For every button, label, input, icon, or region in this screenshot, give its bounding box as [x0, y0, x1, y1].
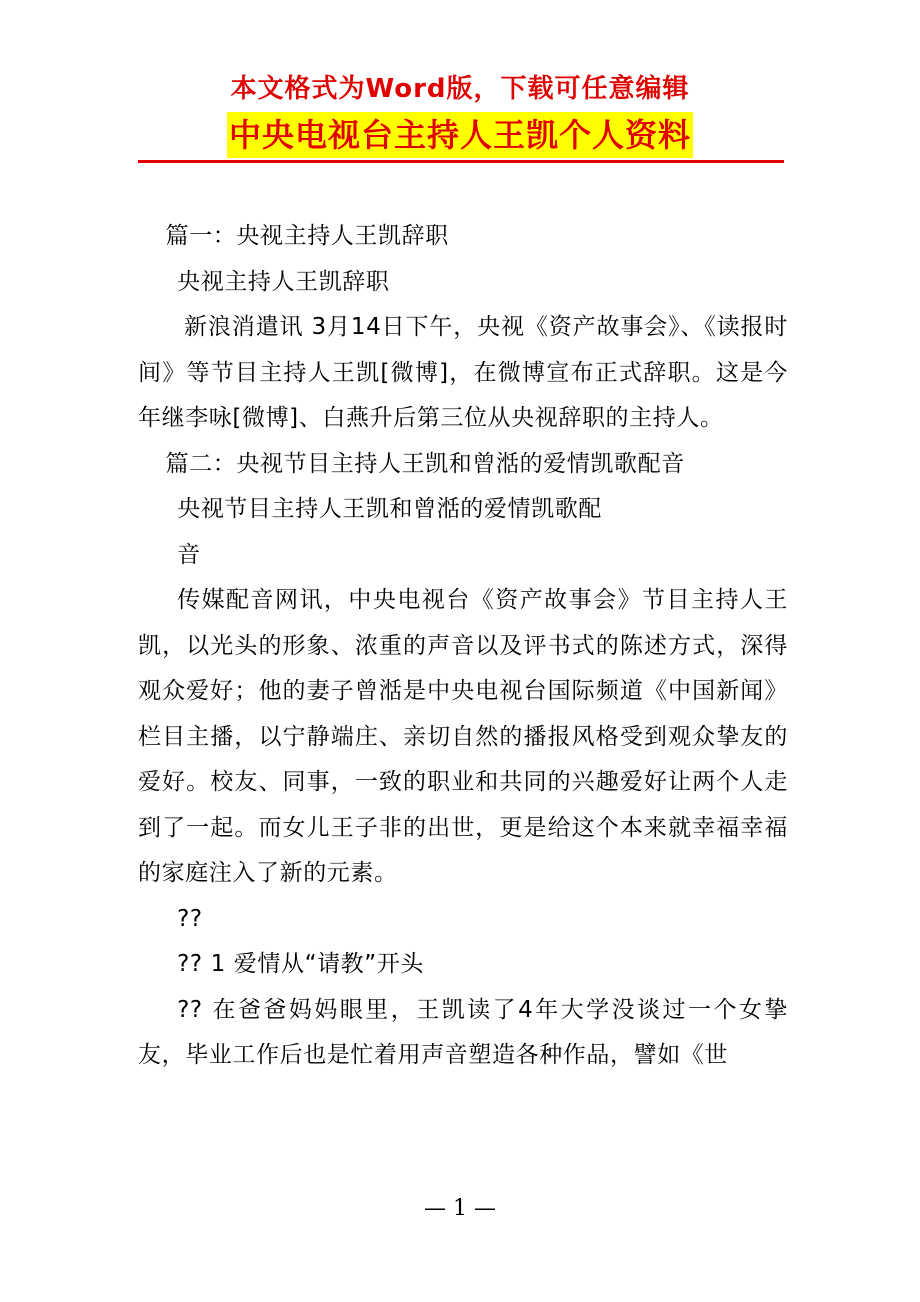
document-body — [138, 214, 788, 1079]
document-title: 中央电视台主持人王凯个人资料 — [227, 112, 693, 158]
paragraph-placeholder: ?? — [177, 905, 203, 932]
section-heading-1: 篇一：央视主持人王凯辞职 — [165, 223, 449, 249]
article-title-1: 央视主持人王凯辞职 — [177, 268, 390, 295]
paragraph-1: 新浪消遣讯 3月14日下午，央视《资产故事会》、《读报时间》等节目主持人王凯[微博]，在微博宣布正式辞职。这是今年继李咏[微博]、白燕升后第三位从央视辞职的主持人。 — [138, 314, 788, 431]
article-title-2-continued: 音 — [177, 541, 201, 568]
subsection-heading: ?? 1 爱情从“请教”开头 — [177, 951, 424, 977]
title-wrap — [0, 112, 920, 158]
paragraph-3: ?? 在爸爸妈妈眼里，王凯读了4年大学没谈过一个女挚友，毕业工作后也是忙着用声音塑造各种作品，譬如《世 — [138, 996, 788, 1068]
article-title-2: 央视节目主持人王凯和曾湉的爱情凯歌配 — [177, 496, 602, 522]
title-divider — [138, 160, 784, 163]
paragraph-2: 传媒配音网讯，中央电视台《资产故事会》节目主持人王凯，以光头的形象、浓重的声音以及评书式的陈述方式，深得观众爱好；他的妻子曾湉是中央电视台国际频道《中国新闻》栏目主播，以宁静端庄、亲切自然的播报风格受到观众挚友的爱好。校友、同事，一致的职业和共同的兴趣爱好让两个人走到了一起。而女儿王子非的出世，更是给这个本来就幸福幸福的家庭注入了新的元素。 — [138, 587, 788, 886]
page-number: — 1 — — [424, 1196, 496, 1221]
section-heading-2: 篇二：央视节目主持人王凯和曾湉的爱情凯歌配音 — [165, 450, 685, 477]
format-notice: 本文格式为Word版，下载可任意编辑 — [230, 74, 690, 104]
